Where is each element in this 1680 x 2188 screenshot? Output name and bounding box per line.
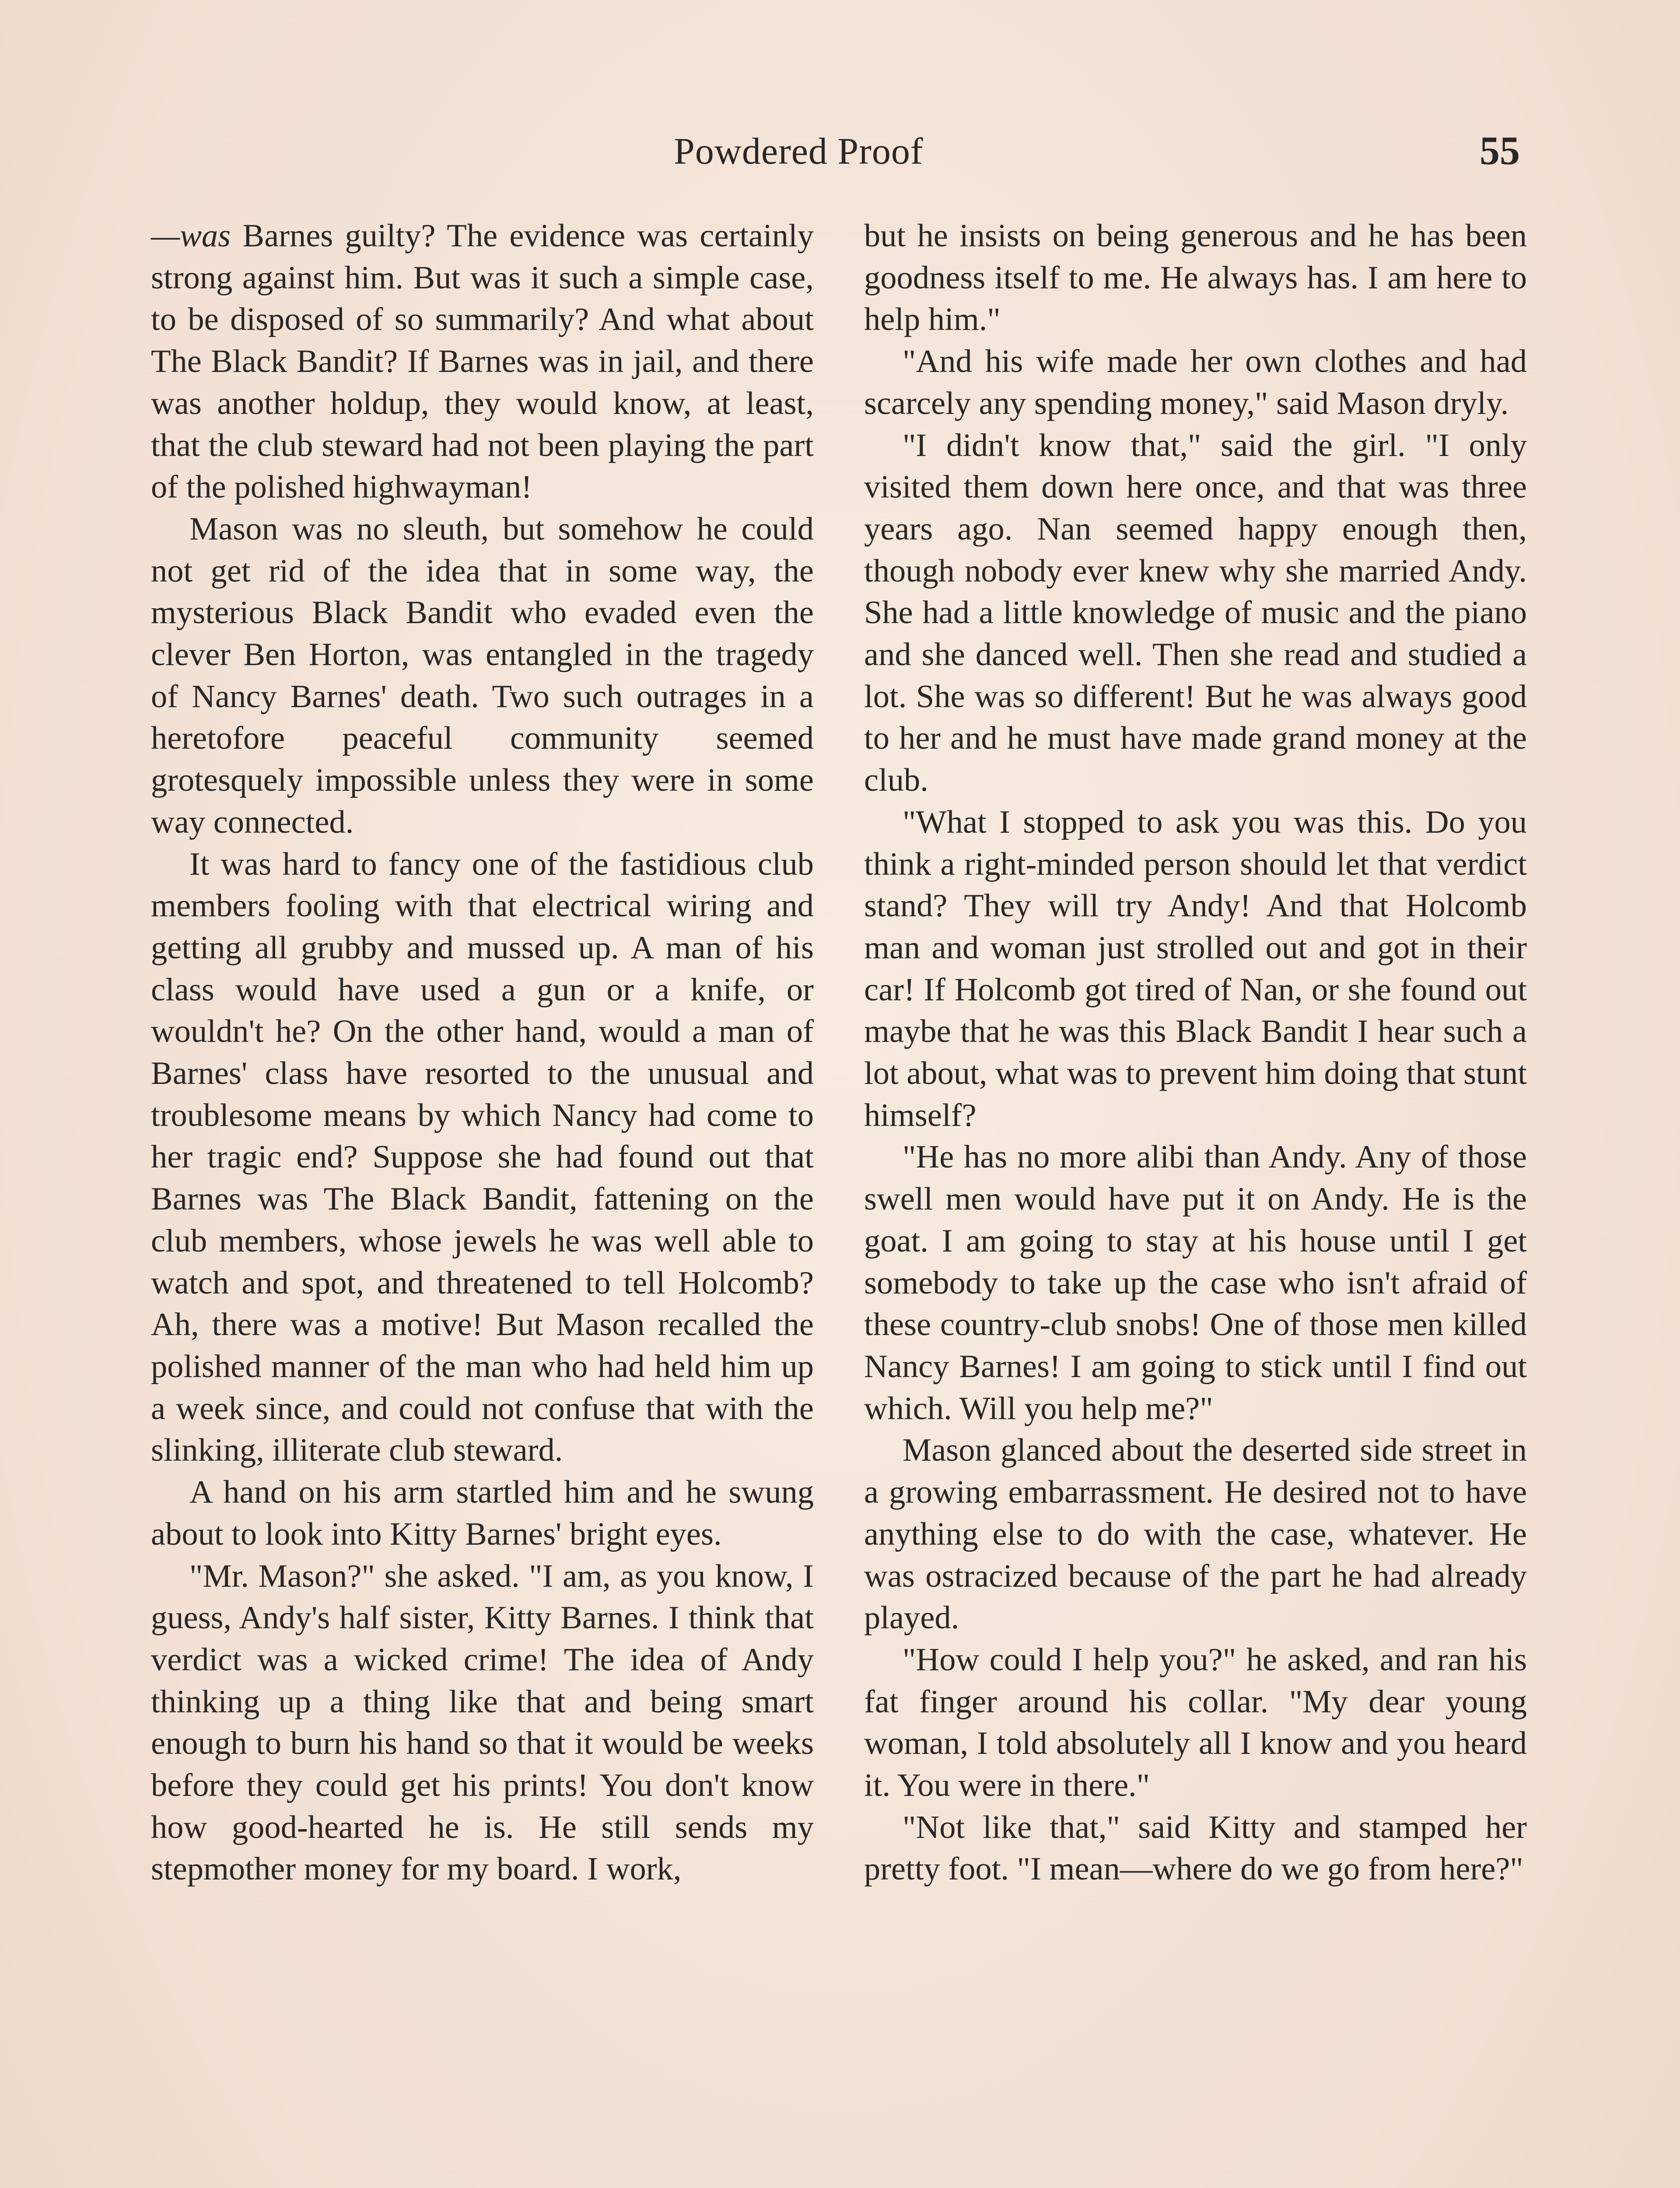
left-column	[151, 215, 814, 1890]
paragraph: Mason was no sleuth, but somehow he could not get rid of the idea that in some way, the mysterious Black Bandit who evaded even the clever Ben Horton, was entangled in the tragedy of Nancy Barnes' death. Two such outrages in a heretofore peaceful community seemed grotesquely impossible unless they were in some way connected.	[151, 511, 814, 840]
text-columns	[151, 215, 1529, 2188]
paragraph: "And his wife made her own clothes and had scarcely any spending money," said Mason dryly.	[864, 344, 1527, 421]
paragraph: It was hard to fancy one of the fastidious club members fooling with that electrical wiring and getting all grubby and mussed up. A man of his class would have used a gun or a knife, or wouldn't he? On the other hand, would a man of Barnes' class have resorted to the unusual and troublesome means by which Nancy had come to her tragic end? Suppose she had found out that Barnes was The Black Bandit, fattening on the club members, whose jewels he was well able to watch and spot, and threatened to tell Holcomb? Ah, there was a motive! But Mason recalled the polished manner of the man who had held him up a week since, and could not confuse that with the slinking, illiterate club steward.	[151, 846, 814, 1469]
paragraph: "I didn't know that," said the girl. "I only visited them down here once, and that was three years ago. Nan seemed happy enough then, though nobody ever knew why she married Andy. She had a little knowledge of music and the piano and she danced well. Then she read and studied a lot. She was so different! But he was always good to her and he must have made grand money at the club.	[864, 427, 1527, 799]
paragraph: "Mr. Mason?" she asked. "I am, as you know, I guess, Andy's half sister, Kitty Barnes. I think that verdict was a wicked crime! The idea of Andy thinking up a thing like that and being smart enough to burn his hand so that it would be weeks before they could get his prints! You don't know how good-hearted he is. He still sends my stepmother money for my board. I work,	[151, 1558, 814, 1887]
italic-lead: —was	[151, 218, 231, 254]
right-column	[864, 215, 1527, 1890]
paragraph	[151, 215, 814, 508]
running-title: Powdered Proof	[674, 130, 924, 172]
running-head	[0, 129, 1680, 182]
paragraph: "What I stopped to ask you was this. Do you think a right-minded person should let that verdict stand? They will try Andy! And that Holcomb man and woman just strolled out and got in their car! If Holcomb got tired of Nan, or she found out maybe that he was this Black Bandit I hear such a lot about, what was to prevent him doing that stunt himself?	[864, 804, 1527, 1133]
paragraph: but he insists on being generous and he has been goodness itself to me. He always has. I am here to help him."	[864, 218, 1527, 338]
page-number: 55	[1480, 128, 1520, 173]
paragraph: "Not like that," said Kitty and stamped her pretty foot. "I mean—where do we go from here?"	[864, 1809, 1527, 1887]
paragraph-text: Barnes guilty? The evidence was certainly strong against him. But was it such a simple case, to be disposed of so summarily? And what about The Black Bandit? If Barnes was in jail, and there was another holdup, they would know, at least, that the club steward had not been playing the part of the polished highwayman!	[151, 218, 814, 505]
paragraph: "How could I help you?" he asked, and ran his fat finger around his collar. "My dear young woman, I told absolutely all I know and you heard it. You were in there."	[864, 1641, 1527, 1804]
paragraph: A hand on his arm startled him and he swung about to look into Kitty Barnes' bright eyes.	[151, 1474, 814, 1552]
paragraph: Mason glanced about the deserted side street in a growing embarrassment. He desired not to have anything else to do with the case, whatever. He was ostracized because of the part he had already played.	[864, 1432, 1527, 1636]
paragraph: "He has no more alibi than Andy. Any of those swell men would have put it on Andy. He is the goat. I am going to stay at his house until I get somebody to take up the case who isn't afraid of these country-club snobs! One of those men killed Nancy Barnes! I am going to stick until I find out which. Will you help me?"	[864, 1139, 1527, 1427]
